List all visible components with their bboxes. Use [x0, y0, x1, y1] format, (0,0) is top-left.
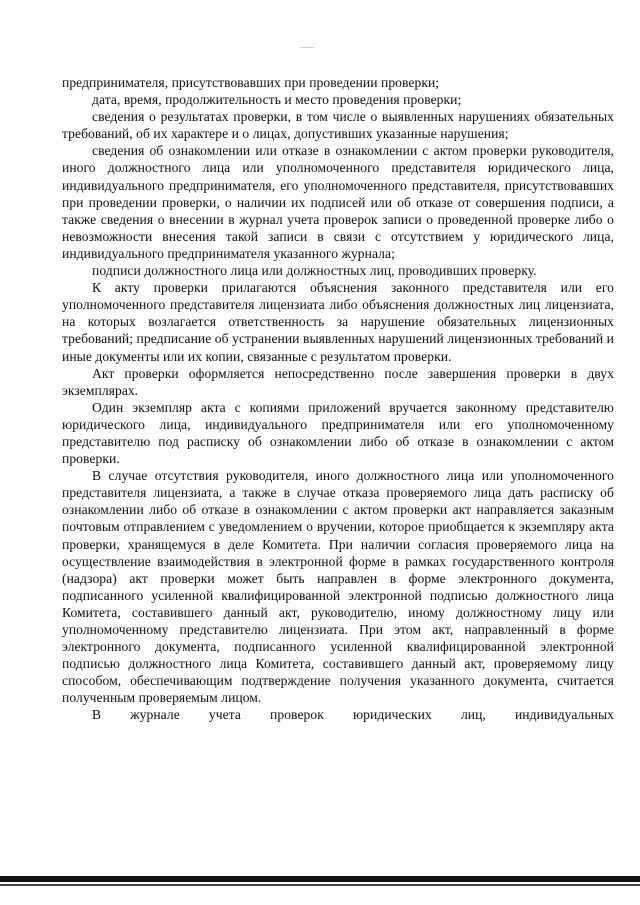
paragraph-attachments: К акту проверки прилагаются объяснения законного представителя или его уполномоченного представителя лицензиата либо объяснения должностных лиц лицензиата, на которых возлагается ответственность за нарушение обязательных лицензионных требований; предписание об устранении выявленных нарушений лицензионных требований и иные документы или их копии, связанные с результатом проверки. — [62, 280, 614, 364]
paragraph-one-copy: Один экземпляр акта с копиями приложений вручается законному представителю юридического лица, индивидуального предпринимателя или его уполномоченному представителю под расписку об ознакомлении либо об отказе в ознакомлении с актом проверки. — [62, 399, 614, 467]
scan-bottom-edge — [0, 876, 640, 882]
document-body — [62, 74, 614, 724]
paragraph-acknowledgement: сведения об ознакомлении или отказе в ознакомлении с актом проверки руководителя, иного должностного лица или уполномоченного представителя юридического лица, индивидуального предпринимателя, его уполномоченного представителя, присутствовавших при проведении проверки, о наличии их подписей или об отказе от совершения подписи, а также сведения о внесении в журнал учета проверок записи о проведенной проверке либо о невозможности внесения такой записи в связи с отсутствием у юридического лица, индивидуального предпринимателя указанного журнала; — [62, 143, 614, 261]
paragraph-continuation: предпринимателя, присутствовавших при проведении проверки; — [62, 75, 440, 90]
paragraph-results: сведения о результатах проверки, в том числе о выявленных нарушениях обязательных требований, об их характере и о лицах, допустивших указанные нарушения; — [62, 109, 614, 142]
scan-bottom-edge-line — [0, 884, 640, 886]
scan-artifact — [300, 47, 314, 48]
paragraph-absence-case: В случае отсутствия руководителя, иного должностного лица или уполномоченного представителя лицензиата, а также в случае отказа проверяемого лица дать расписку об ознакомлении либо об отказе в ознакомлении с актом проверки акт направляется заказным почтовым отправлением с уведомлением о вручении, которое приобщается к экземпляру акта проверки, хранящемуся в деле Комитета. При наличии согласия проверяемого лица на осуществление взаимодействия в электронной форме в рамках государственного контроля (надзора) акт проверки может быть направлен в форме электронного документа, подписанного усиленной квалифицированной электронной подписью должностного лица Комитета, составившего данный акт, руководителю, иному должностному лицу или уполномоченному представителю лицензиата. При этом акт, направленный в форме электронного документа, подписанного усиленной квалифицированной электронной подписью должностного лица Комитета, составившего данный акт, проверяемому лицу способом, обеспечивающим подтверждение получения указанного документа, считается полученным проверяемым лицом. — [62, 468, 614, 706]
paragraph-signatures: подписи должностного лица или должностных лиц, проводивших проверку. — [92, 263, 537, 279]
paragraph-two-copies: Акт проверки оформляется непосредственно после завершения проверки в двух экземплярах. — [62, 365, 614, 398]
paragraph-journal: В журнале учета проверок юридических лиц, индивидуальных — [92, 707, 614, 723]
paragraph-date-time: дата, время, продолжительность и место проведения проверки; — [92, 92, 462, 108]
